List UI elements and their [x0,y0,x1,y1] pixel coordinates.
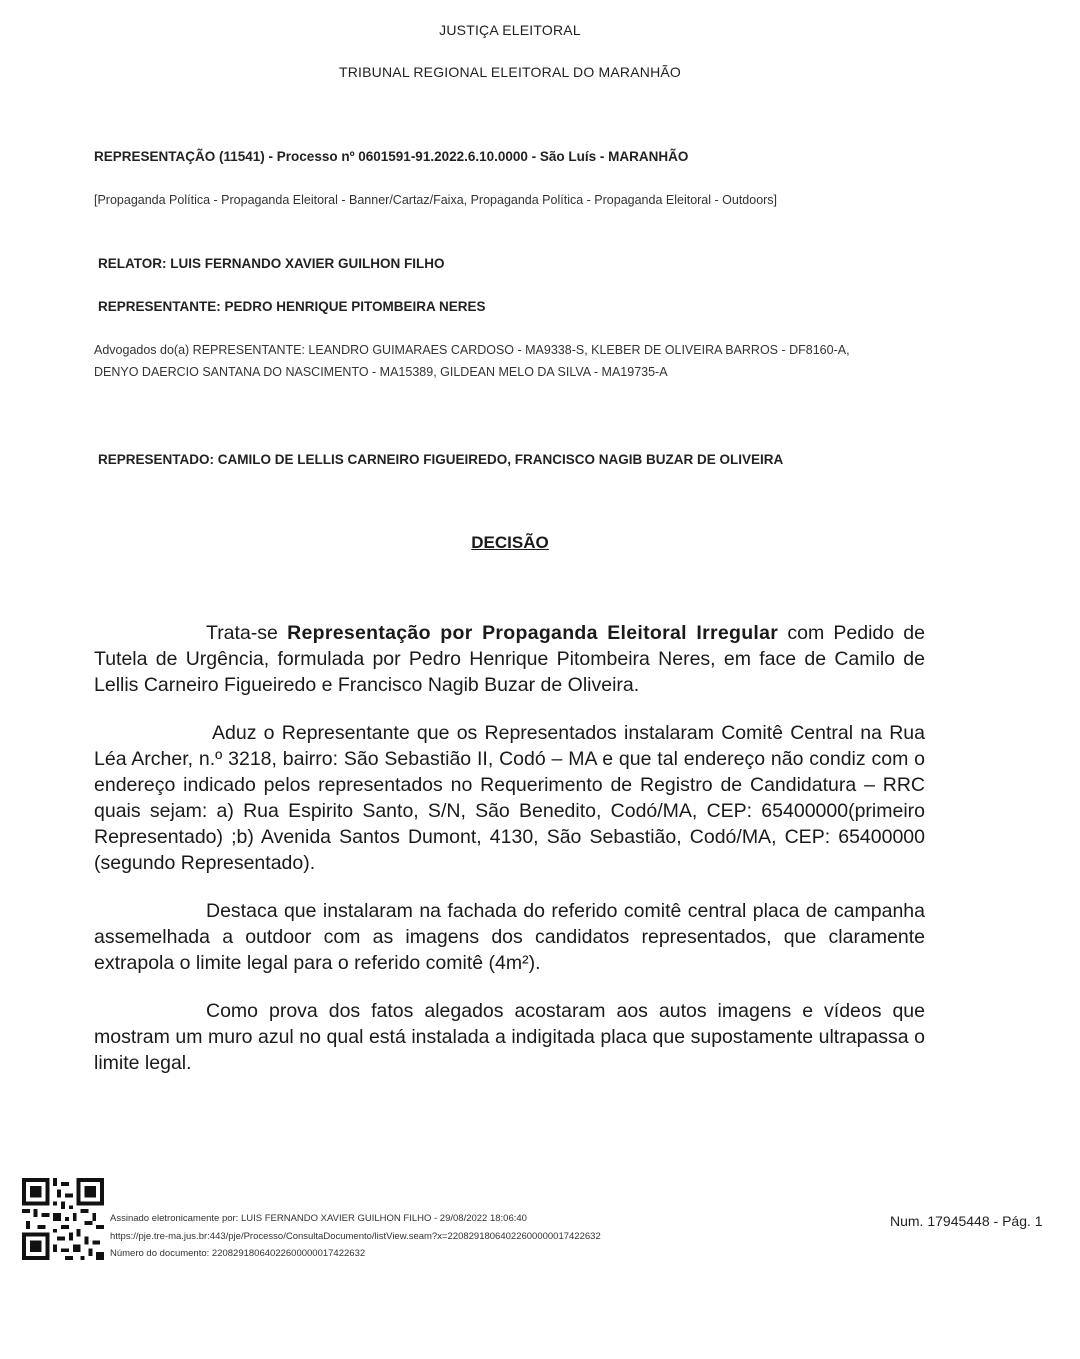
paragraph-2 [94,720,925,876]
p1-post: com Pedido de Tutela de Urgência, formulada por Pedro Henrique Pitombeira Neres, em face de Camilo de Lellis Carneiro Figueiredo e Francisco Nagib Buzar de Oliveira. [94,622,925,696]
page-number: Num. 17945448 - Pág. 1 [890,1213,1043,1229]
p3-text: Destaca que instalaram na fachada do referido comitê central placa de campanha assemelhada a outdoor com as imagens dos candidatos representados, que claramente extrapola o limite legal para o referido comitê (4m²). [94,900,925,974]
qr-code-icon [22,1178,104,1260]
court-name: JUSTIÇA ELEITORAL [439,22,581,38]
paragraph-3 [94,898,925,976]
representante: REPRESENTANTE: PEDRO HENRIQUE PITOMBEIRA NERES [98,299,486,314]
representado: REPRESENTADO: CAMILO DE LELLIS CARNEIRO FIGUEIREDO, FRANCISCO NAGIB BUZAR DE OLIVEIRA [98,452,784,467]
p2-text: Aduz o Representante que os Representados instalaram Comitê Central na Rua Léa Archer, n.º 3218, bairro: São Sebastião II, Codó – MA e que tal endereço não condiz com o endereço indicado pelos representados no Requerimento de Registro de Candidatura – RRC quais sejam: a) Rua Espirito Santo, S/N, São Benedito, Codó/MA, CEP: 65400000(primeiro Representado) ;b) Avenida Santos Dumont, 4130, São Sebastião, Codó/MA, CEP: 65400000 (segundo Representado). [94,722,925,874]
relator: RELATOR: LUIS FERNANDO XAVIER GUILHON FILHO [98,256,445,271]
decision-title: DECISÃO [471,533,549,552]
tribunal-name: TRIBUNAL REGIONAL ELEITORAL DO MARANHÃO [338,64,682,80]
p1-pre: Trata-se [206,622,288,644]
subjects: [Propaganda Política - Propaganda Eleitoral - Banner/Cartaz/Faixa, Propaganda Política - Propaganda Eleitoral - Outdoors] [94,193,778,207]
process-number: REPRESENTAÇÃO (11541) - Processo nº 0601591-91.2022.6.10.0000 - São Luís - MARANHÃO [94,149,689,164]
signature-line: Assinado eletronicamente por: LUIS FERNANDO XAVIER GUILHON FILHO - 29/08/2022 18:06:40 [110,1213,527,1224]
document-url: https://pje.tre-ma.jus.br:443/pje/Processo/ConsultaDocumento/listView.seam?x=22082918064022600000017422632 [110,1231,601,1242]
advogados: Advogados do(a) REPRESENTANTE: LEANDRO GUIMARAES CARDOSO - MA9338-S, KLEBER DE OLIVEIRA BARROS - DF8160-A, DENYO DAERCIO SANTANA DO NASCIMENTO - MA15389, GILDEAN MELO DA SILVA - MA19735-A [94,343,850,379]
p1-bold: Representação por Propaganda Eleitoral Irregular [287,622,779,644]
paragraph-1 [94,620,925,698]
paragraph-4 [94,998,925,1076]
document-number: Número do documento: 22082918064022600000017422632 [110,1248,366,1259]
p4-text: Como prova dos fatos alegados acostaram aos autos imagens e vídeos que mostram um muro azul no qual está instalada a indigitada placa que supostamente ultrapassa o limite legal. [94,1000,925,1074]
